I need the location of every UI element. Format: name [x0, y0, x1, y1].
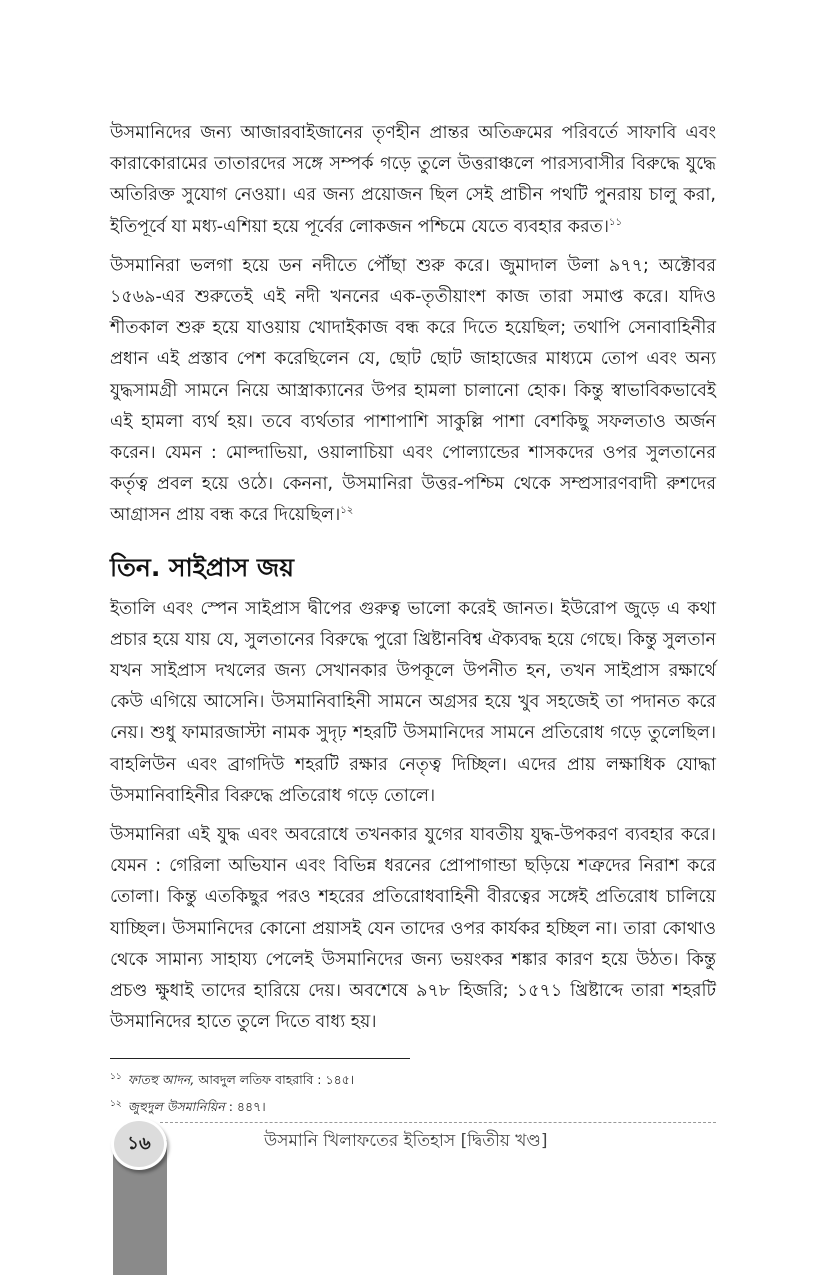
footnote-number: ১২	[110, 1099, 122, 1110]
running-title: উসমানি খিলাফতের ইতিহাস [দ্বিতীয় খণ্ড]	[264, 1131, 548, 1151]
paragraph-1	[110, 118, 716, 243]
paragraph-4: উসমানিরা এই যুদ্ধ এবং অবরোধে তখনকার যুগের যাবতীয় যুদ্ধ-উপকরণ ব্যবহার করে। যেমন : গেরিলা অভিযান এবং বিভিন্ন ধরনের প্রোপাগান্ডা ছড়িয়ে শত্রুদের নিরাশ করে তোলা। কিন্তু এতকিছুর পরও শহরের প্রতিরোধবাহিনী বীরত্বের সঙ্গেই প্রতিরোধ চালিয়ে যাচ্ছিল। উসমানিদের কোনো প্রয়াসই যেন তাদের ওপর কার্যকর হচ্ছিল না। তারা কোথাও থেকে সামান্য সাহায্য পেলেই উসমানিদের জন্য ভয়ংকর শঙ্কার কারণ হয়ে উঠত। কিন্তু প্রচণ্ড ক্ষুধাই তাদের হারিয়ে দেয়। অবশেষে ৯৭৮ হিজরি; ১৫৭১ খ্রিষ্টাব্দে তারা শহরটি উসমানিদের হাতে তুলে দিতে বাধ্য হয়।	[110, 825, 716, 1033]
footnote-source-detail: আবদুল লতিফ বাহরাবি : ১৪৫।	[194, 1072, 355, 1088]
footnote-ref-12: ১২	[340, 505, 354, 517]
section-heading: তিন. সাইপ্রাস জয়	[110, 552, 295, 582]
main-text	[110, 118, 716, 1046]
footnote-divider	[110, 1058, 410, 1059]
footnote-11	[110, 1065, 716, 1092]
footnote-source-detail: : ৪৪৭।	[224, 1099, 266, 1115]
paragraph-2	[110, 251, 716, 532]
footnote-source-title: ফাতহু আদন,	[127, 1072, 195, 1088]
paragraph-1-text: উসমানিদের জন্য আজারবাইজানের তৃণহীন প্রান্তর অতিক্রমের পরিবর্তে সাফাবি এবং কারাকোরামের তাতারদের সঙ্গে সম্পর্ক গড়ে তুলে উত্তরাঞ্চলে পারস্যবাসীর বিরুদ্ধে যুদ্ধে অতিরিক্ত সুযোগ নেওয়া। এর জন্য প্রয়োজন ছিল সেই প্রাচীন পথটি পুনরায় চালু করা, ইতিপূর্বে যা মধ্য-এশিয়া হয়ে পূর্বের লোকজন পশ্চিমে যেতে ব্যবহার করত।	[110, 123, 716, 237]
footnote-12	[110, 1092, 716, 1119]
paragraph-2-text: উসমানিরা ভলগা হয়ে ডন নদীতে পৌঁছা শুরু করে। জুমাদাল উলা ৯৭৭; অক্টোবর ১৫৬৯-এর শুরুতেই এই নদী খননের এক-তৃতীয়াংশ কাজ তারা সমাপ্ত করে। যদিও শীতকাল শুরু হয়ে যাওয়ায় খোদাইকাজ বন্ধ করে দিতে হয়েছিল; তথাপি সেনাবাহিনীর প্রধান এই প্রস্তাব পেশ করেছিলেন যে, ছোট ছোট জাহাজের মাধ্যমে তোপ এবং অন্য যুদ্ধসামগ্রী সামনে নিয়ে আস্ত্রাক্যানের উপর হামলা চালানো হোক। কিন্তু স্বাভাবিকভাবেই এই হামলা ব্যর্থ হয়। তবে ব্যর্থতার পাশাপাশি সাকুল্লি পাশা বেশকিছু সফলতাও অর্জন করেন। যেমন : মোল্দাভিয়া, ওয়ালাচিয়া এবং পোল্যান্ডের শাসকদের ওপর সুলতানের কর্তৃত্ব প্রবল হয়ে ওঠে। কেননা, উসমানিরা উত্তর-পশ্চিম থেকে সম্প্রসারণবাদী রুশদের আগ্রাসন প্রায় বন্ধ করে দিয়েছিল।	[110, 255, 716, 526]
footnote-source-title: জুহুদুল উসমানিয়িন	[127, 1099, 225, 1115]
footnotes	[110, 1058, 716, 1119]
footnote-number: ১১	[110, 1072, 122, 1082]
page-number: ১৬	[111, 1118, 167, 1170]
footnote-ref-11: ১১	[609, 216, 623, 228]
paragraph-3: ইতালি এবং স্পেন সাইপ্রাস দ্বীপের গুরুত্ব ভালো করেই জানত। ইউরোপ জুড়ে এ কথা প্রচার হয়ে যায় যে, সুলতানের বিরুদ্ধে পুরো খ্রিষ্টানবিশ্ব ঐক্যবদ্ধ হয়ে গেছে। কিন্তু সুলতান যখন সাইপ্রাস দখলের জন্য সেখানকার উপকূলে উপনীত হন, তখন সাইপ্রাস রক্ষার্থে কেউ এগিয়ে আসেনি। উসমানিবাহিনী সামনে অগ্রসর হয়ে খুব সহজেই তা পদানত করে নেয়। শুধু ফামারজাস্টা নামক সুদৃঢ় শহরটি উসমানিদের সামনে প্রতিরোধ গড়ে তুলেছিল। বাহলিউন এবং ব্রাগদিউ শহরটি রক্ষার নেতৃত্ব দিচ্ছিল। এদের প্রায় লক্ষাধিক যোদ্ধা উসমানিবাহিনীর বিরুদ্ধে প্রতিরোধ গড়ে তোলে।	[110, 598, 716, 806]
footer-divider	[160, 1122, 716, 1123]
